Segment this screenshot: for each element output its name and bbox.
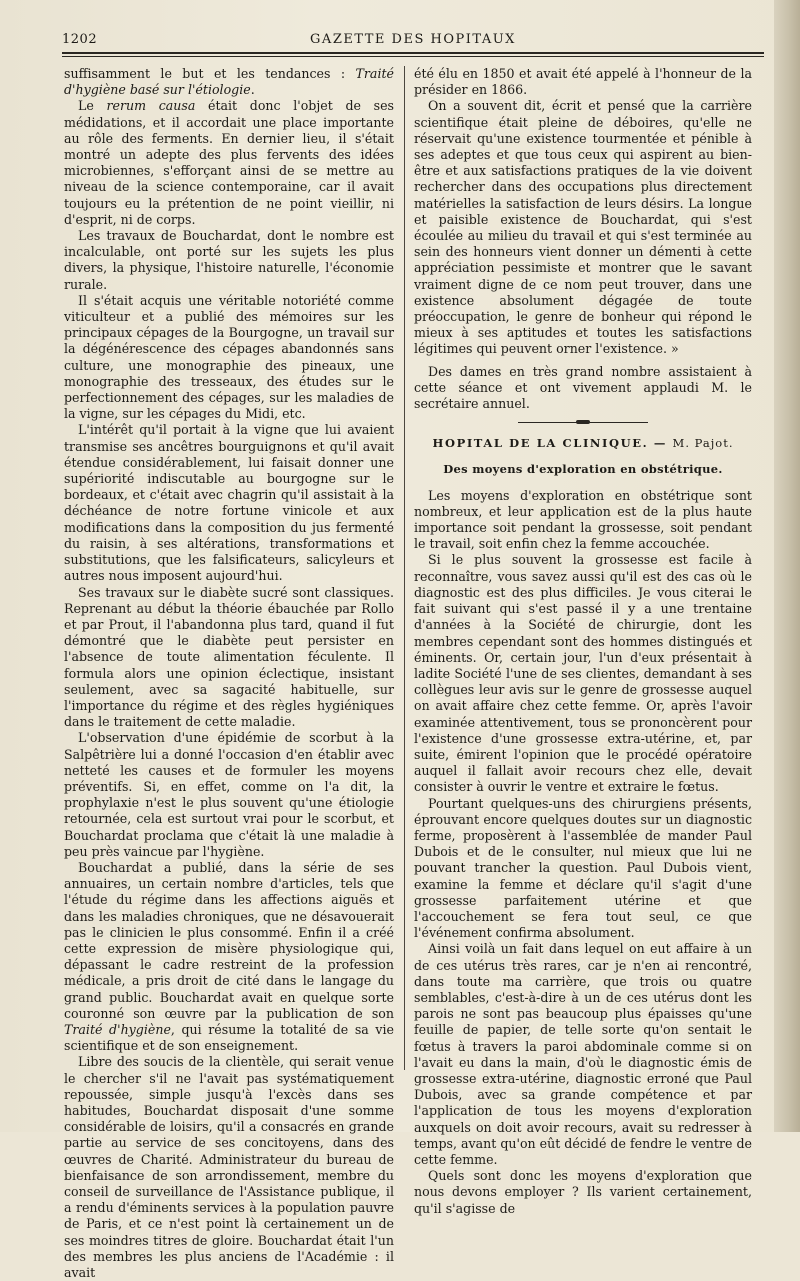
paragraph: L'intérêt qu'il portait à la vigne que lui avaient transmise ses ancêtres bourguignons et qu'il avait étendue considérablement, lui faisait donner une supériorité indiscutable au bourgogne sur le bordeaux, et c'était avec chagrin qu'il assistait à la déchéance de notre fortune vinicole et aux modifications dans la composition du jus fermenté du raisin, à ses altérations, transformations et substitutions, que les falsificateurs, salicyleurs et autres nous imposent aujourd'hui. [64, 422, 394, 584]
paragraph: Le rerum causa était donc l'objet de ses médidations, et il accordait une place importante au rôle des ferments. En dernier lieu, il s'était montré un adepte des plus fervents des idées microbiennes, s'efforçant ainsi de se mettre au niveau de la science contemporaine, car il avait toujours eu la prétention de ne point vieillir, ni d'esprit, ni de corps. [64, 98, 394, 227]
paragraph: L'observation d'une épidémie de scorbut à la Salpêtrière lui a donné l'occasion d'en établir avec netteté les causes et de formuler les moyens préventifs. Si, en effet, comme on l'a dit, la prophylaxie n'est le plus souvent qu'une étiologie retournée, cela est surtout vrai pour le scorbut, et Bouchardat proclama que c'était là une maladie à peu près vaincue par l'hygiène. [64, 730, 394, 859]
paragraph: Ainsi voilà un fait dans lequel on eut affaire à un de ces utérus très rares, car je n'en ai rencontré, dans toute ma carrière, que trois ou quatre semblables, c'est-à-dire à un de ces utérus dont les parois ne sont pas beaucoup plus épaisses qu'une feuille de papier, de telle sorte qu'on sentait le fœtus à travers la paroi abdominale comme si on l'avait eu dans la main, d'où le diagnostic émis de grossesse extra-utérine, diagnostic erroné que Paul Dubois, avec sa grande compétence et par l'application de tous les moyens d'exploration auxquels on doit avoir recours, avait su redresser à temps, avant qu'on eût décidé de fendre le ventre de cette femme. [414, 941, 752, 1167]
paragraph: Ses travaux sur le diabète sucré sont classiques. Reprenant au début la théorie ébauchée par Rollo et par Prout, il l'abandonna plus tard, quand il fut démontré que le diabète peut persister en l'absence de toute alimentation féculente. Il formula alors une opinion éclectique, insistant seulement, avec sa sagacité habituelle, sur l'importance du régime et des règles hygiéniques dans le traitement de cette maladie. [64, 584, 394, 730]
page-header [62, 30, 764, 54]
paragraph: Il s'était acquis une véritable notoriété comme viticulteur et a publié des mémoires sur les principaux cépages de la Bourgogne, un travail sur la dégénérescence des cépages abandonnés sans culture, une monographie des pineaux, une monographie des tresseaux, des études sur le perfectionnement des cépages, sur les maladies de la vigne, sur les cépages du Midi, etc. [64, 292, 394, 422]
paragraph: Les travaux de Bouchardat, dont le nombre est incalculable, ont porté sur les sujets les plus divers, la physique, l'histoire naturelle, l'économie rurale. [64, 228, 394, 292]
paragraph: Pourtant quelques-uns des chirurgiens présents, éprouvant encore quelques doutes sur un diagnostic ferme, proposèrent à l'assemblée de mander Paul Dubois et de le consulter, nul mieux que lui ne pouvant trancher la question. Paul Dubois vient, examine la femme et déclare qu'il s'agit d'une grossesse parfaitement utérine et que l'accouchement se fera tout seul, ce que l'événement confirma absolument. [414, 795, 752, 941]
paragraph: On a souvent dit, écrit et pensé que la carrière scientifique était pleine de déboires, qu'elle ne réservait qu'une existence tourmentée et pénible à ses adeptes et que tous ceux qui aspirent au bien-être et aux satisfactions pratiques de la vie doivent rechercher dans des occupations plus directement matérielles la satisfaction de leurs désirs. La longue et paisible existence de Bouchardat, qui s'est écoulée au milieu du travail et qui s'est terminée au sein des honneurs vient donner un démenti à cette appréciation pessimiste et montrer que le savant vraiment digne de ce nom peut trouver, dans une existence absolument dégagée de toute préoccupation, le genre de bonheur qui répond le mieux à ses aptitudes et toutes les satisfactions légitimes qui peuvent orner l'existence. » [414, 98, 752, 357]
section-heading: HOPITAL DE LA CLINIQUE. — M. Pajot. [432, 436, 734, 451]
paragraph: Si le plus souvent la grossesse est facile à reconnaître, vous savez aussi qu'il est des cas où le diagnostic est des plus difficiles. Je vous citerai le fait suivant qui s'est passé il y a une trentaine d'années à la Société de chirurgie, dont les membres cependant sont des hommes distingués et éminents. Or, certain jour, l'un d'eux présentait à ladite Société l'une de ses clientes, demandant à ses collègues leur avis sur le genre de grossesse auquel on avait affaire chez cette femme. Or, après l'avoir examinée attentivement, tous se prononcèrent pour l'existence d'une grossesse extra-utérine, et, par suite, émirent l'opinion que le procédé opératoire auquel il fallait avoir recours chez elle, devait consister à ouvrir le ventre et extraire le fœtus. [414, 552, 752, 795]
paragraph: Quels sont donc les moyens d'exploration que nous devons employer ? Ils varient certainement, qu'il s'agisse de [414, 1168, 752, 1216]
paragraph: Les moyens d'exploration en obstétrique sont nombreux, et leur application est de la plus haute importance soit pendant la grossesse, soit pendant le travail, soit enfin chez la femme accouchée. [414, 487, 752, 552]
paragraph: Libre des soucis de la clientèle, qui serait venue le chercher s'il ne l'avait pas systématiquement repoussée, simple jusqu'à l'excès dans ses habitudes, Bouchardat disposait d'une somme considérable de loisirs, qu'il a consacrés en grande partie au service de ses concitoyens, dans des œuvres de Charité. Administrateur du bureau de bienfaisance de son arrondissement, membre du conseil de surveillance de l'Assistance publique, il a rendu d'éminents services à la population pauvre de Paris, et ce n'est point là certainement un de ses moindres titres de gloire. Bouchardat était l'un des membres les plus anciens de l'Académie : il avait [64, 1054, 394, 1281]
paragraph: Des dames en très grand nombre assistaient à cette séance et ont vivement applaudi M. le secrétaire annuel. [414, 363, 752, 412]
header-rule-thin [62, 56, 764, 57]
paragraph: suffisamment le but et les tendances : Traité d'hygiène basé sur l'étiologie. [64, 66, 394, 98]
page-number: 1202 [62, 32, 98, 47]
article-subtitle: Des moyens d'exploration en obstétrique. [443, 462, 723, 477]
left-column [64, 66, 394, 1281]
paragraph: Bouchardat a publié, dans la série de ses annuaires, un certain nombre d'articles, tels que l'étude du régime dans les affections aiguës et dans les maladies chroniques, que ne désavouerait pas le clinicien le plus consommé. Enfin il a créé cette expression de misère physiologique qui, dépassant le cadre restreint de la profession médicale, a pris droit de cité dans le langage du grand public. Bouchardat avait en quelque sorte couronné son œuvre par la publication de son Traité d'hygiène, qui résume la totalité de sa vie scientifique et de son enseignement. [64, 859, 394, 1054]
paragraph: été élu en 1850 et avait été appelé à l'honneur de la présider en 1866. [414, 66, 752, 98]
header-rule [62, 52, 764, 54]
page-binding-edge [774, 0, 800, 1132]
right-column [414, 66, 752, 1217]
column-divider [404, 66, 405, 1070]
section-separator [518, 422, 648, 423]
running-title: GAZETTE DES HOPITAUX [310, 32, 516, 47]
